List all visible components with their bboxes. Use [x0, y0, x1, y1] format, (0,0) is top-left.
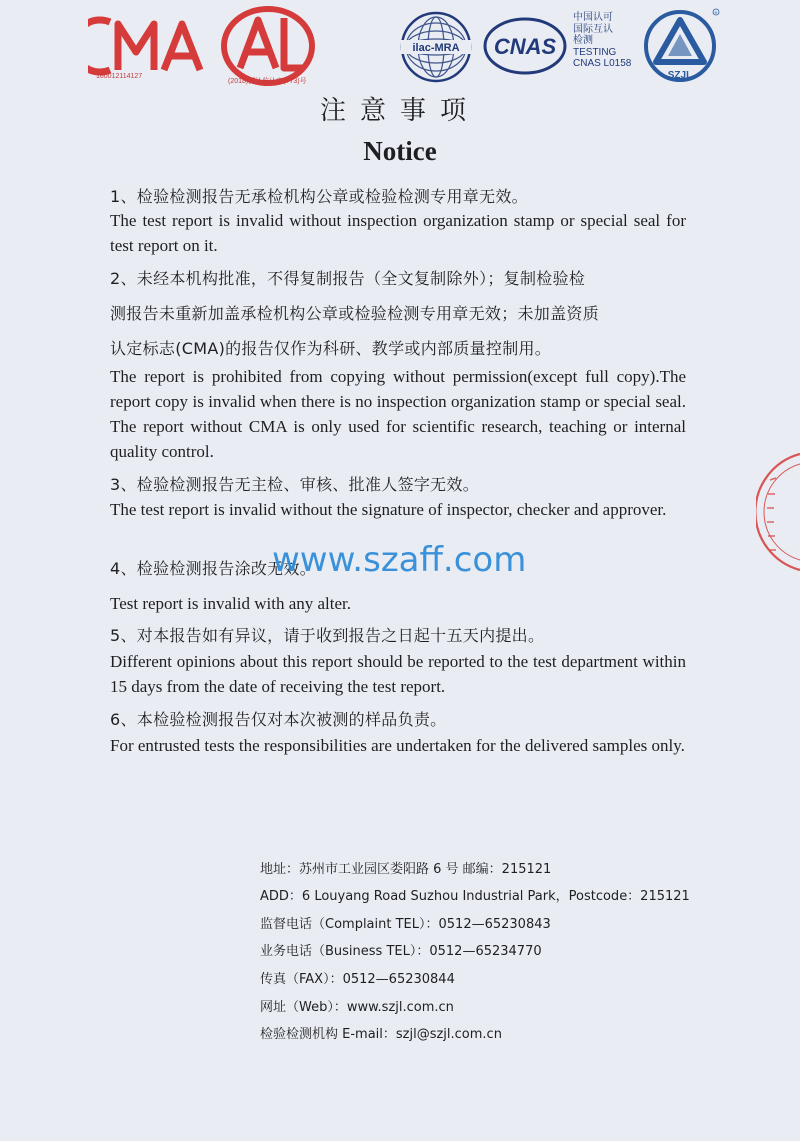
- svg-text:R: R: [714, 10, 718, 15]
- cnas-line: CNAS L0158: [573, 58, 632, 69]
- cnas-accreditation-text: [573, 12, 631, 70]
- contact-complaint-tel: 监督电话（Complaint TEL）：0512—65230843: [260, 917, 551, 932]
- notice-item-2-en: The report is prohibited from copying without permission(except full copy).The report copy is invalid when there is no inspection organization stamp or special seal. The report without CMA is only used for scientific research, teaching or internal quality control.: [110, 367, 686, 461]
- contact-address-cn: 地址：苏州市工业园区娄阳路 6 号 邮编：215121: [260, 862, 552, 877]
- contact-web: 网址（Web）：www.szjl.com.cn: [260, 1000, 454, 1015]
- notice-item-4-en: Test report is invalid with any alter.: [110, 594, 352, 613]
- notice-item-1-en: The test report is invalid without inspection organization stamp or special seal for test report on it.: [110, 211, 686, 255]
- contact-address-en: ADD：6 Louyang Road Suzhou Industrial Park，Postcode：215121: [260, 889, 690, 904]
- notice-item-3-en: The test report is invalid without the signature of inspector, checker and approver.: [110, 500, 667, 519]
- cnas-line: 国际互认: [573, 23, 613, 35]
- notice-item-4-cn: 4、检验检测报告涂改无效。: [110, 559, 317, 578]
- contact-business-tel: 业务电话（Business TEL）：0512—65234770: [260, 944, 542, 959]
- notice-item-2-cn-line1: 2、未经本机构批准，不得复制报告（全文复制除外）；复制检验检: [110, 269, 586, 288]
- szjl-logo: [640, 6, 722, 86]
- cma-code: 180012114127: [96, 73, 143, 80]
- red-seal-stamp: [756, 450, 800, 574]
- cal-code: (2018)国认监认字(773)号: [228, 78, 307, 85]
- cnas-logo: [482, 16, 568, 76]
- contact-fax: 传真（FAX）：0512—65230844: [260, 972, 455, 987]
- notice-item-2-cn-line3: 认定标志(CMA)的报告仅作为科研、教学或内部质量控制用。: [110, 339, 552, 358]
- contact-email: 检验检测机构 E-mail：szjl@szjl.com.cn: [260, 1027, 502, 1042]
- svg-text:SZJL: SZJL: [667, 70, 693, 81]
- notice-item-3-cn: 3、检验检测报告无主检、审核、批准人签字无效。: [110, 475, 480, 494]
- notice-item-5-cn: 5、对本报告如有异议，请于收到报告之日起十五天内提出。: [110, 626, 545, 645]
- certification-logos: [0, 0, 800, 90]
- website-watermark: www.szaff.com: [272, 540, 527, 580]
- cnas-line: 检测: [573, 35, 593, 46]
- notice-item-2-cn-line2: 测报告未重新加盖承检机构公章或检验检测专用章无效；未加盖资质: [110, 304, 600, 323]
- notice-item-1-cn: 1、检验检测报告无承检机构公章或检验检测专用章无效。: [110, 187, 528, 206]
- notice-item-6-en: For entrusted tests the responsibilities are undertaken for the delivered samples only.: [110, 736, 685, 755]
- page-title-cn: 注意事项: [319, 96, 480, 126]
- notice-item-6-cn: 6、本检验检测报告仅对本次被测的样品负责。: [110, 710, 447, 729]
- page-title-en: Notice: [363, 136, 437, 166]
- notice-item-5-en: Different opinions about this report should be reported to the test department within 15 days from the date of receiving the test report.: [110, 652, 686, 696]
- cnas-line: 中国认可: [573, 12, 613, 23]
- ilac-mra-logo: [397, 8, 475, 86]
- svg-text:ilac-MRA: ilac-MRA: [412, 42, 460, 54]
- svg-text:CNAS: CNAS: [493, 34, 557, 59]
- cnas-line: TESTING: [573, 46, 617, 58]
